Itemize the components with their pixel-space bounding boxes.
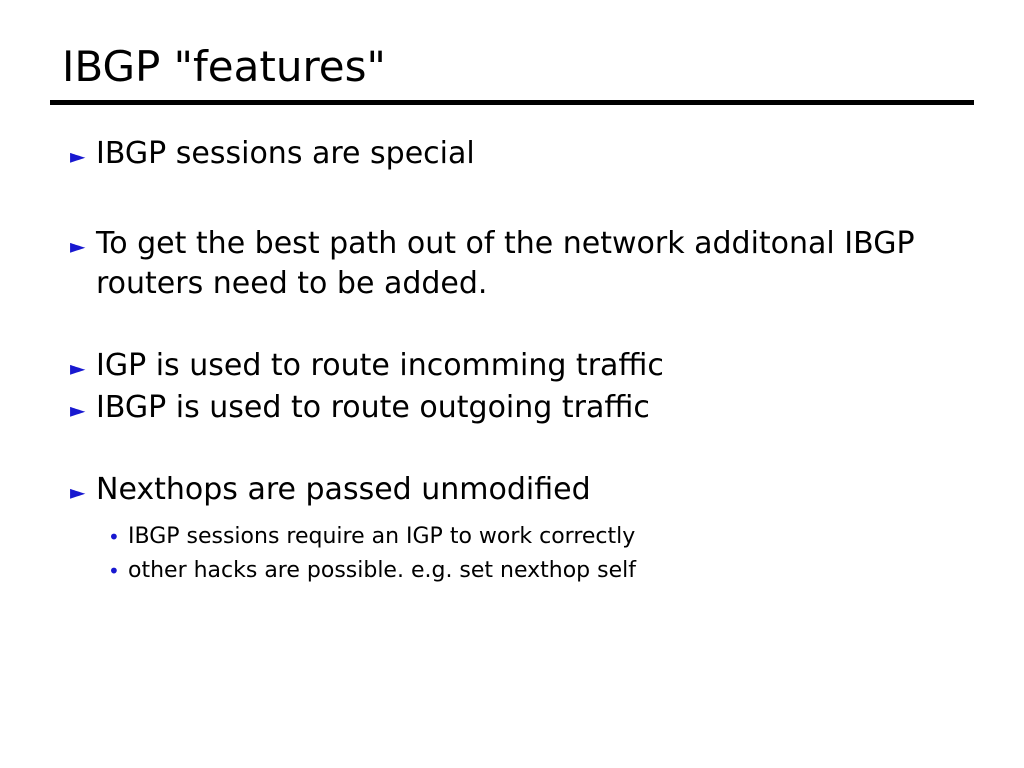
arrow-bullet-icon: ► [70,480,86,504]
dot-bullet-icon: • [108,559,120,583]
list-item [70,388,970,430]
list-item-label: To get the best path out of the network additonal IBGP routers need to be added. [96,226,915,301]
arrow-bullet-icon: ► [70,144,86,168]
title-divider [50,100,974,105]
spacer [70,304,970,346]
list-item [108,520,970,554]
spacer [70,176,970,224]
list-item [70,224,970,304]
list-item-label: IBGP sessions require an IGP to work correctly [128,524,636,549]
list-item-label: IGP is used to route incomming traffic [96,348,664,383]
list-item [70,134,970,176]
list-item-label: Nexthops are passed unmodified [96,472,591,507]
dot-bullet-icon: • [108,525,120,549]
spacer [70,512,970,520]
spacer [70,430,970,470]
arrow-bullet-icon: ► [70,234,86,258]
list-item [70,470,970,512]
list-item-label: IBGP sessions are special [96,136,475,171]
list-item-label: IBGP is used to route outgoing traffic [96,390,650,425]
list-item-label: other hacks are possible. e.g. set nexthop self [128,558,636,583]
list-item [108,554,970,588]
slide-body [70,134,970,588]
page-title: IBGP "features" [62,42,386,91]
arrow-bullet-icon: ► [70,356,86,380]
arrow-bullet-icon: ► [70,398,86,422]
list-item [70,346,970,388]
